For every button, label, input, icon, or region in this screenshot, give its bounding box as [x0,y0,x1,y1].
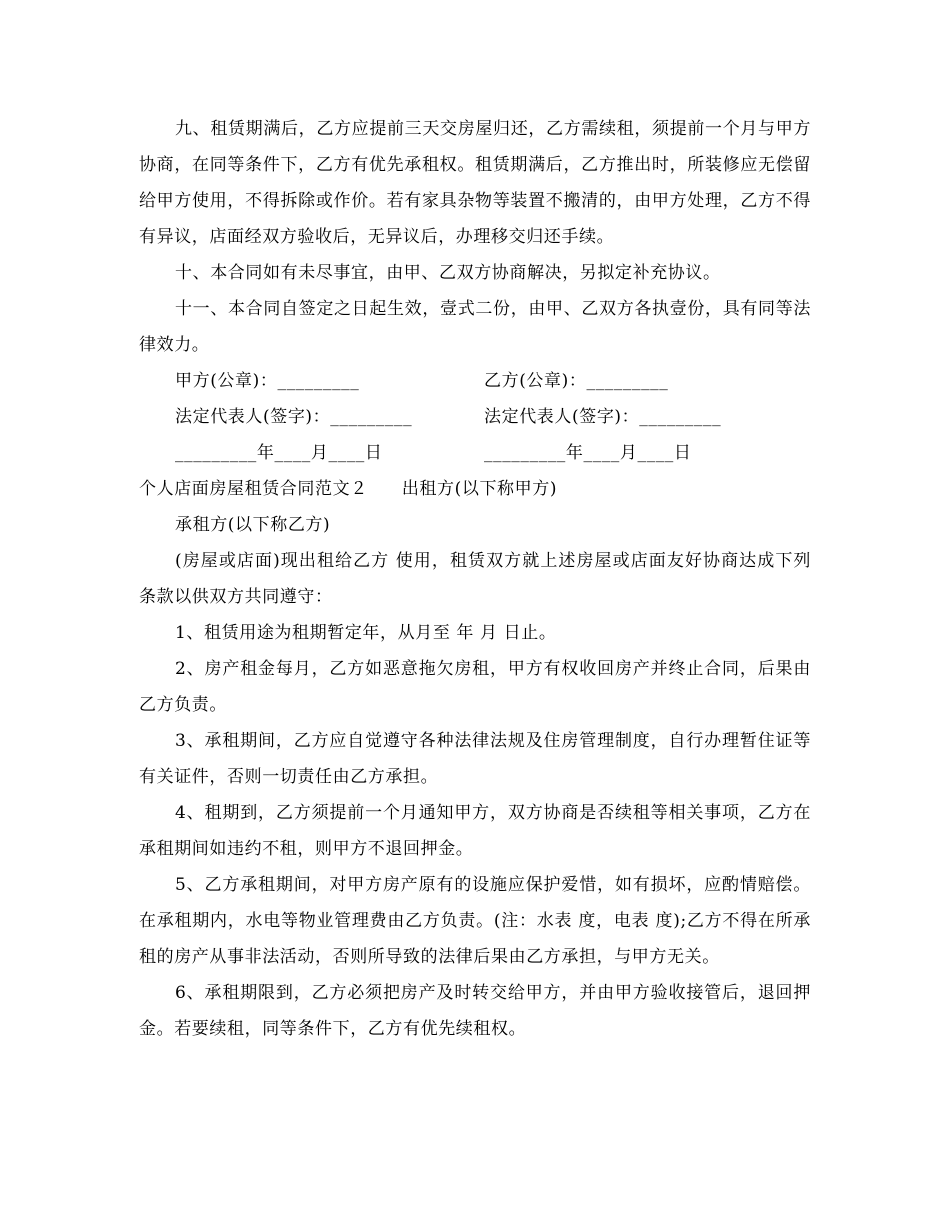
party-b-date: _________年____月____日 [484,443,692,463]
clause-11: 十一、本合同自签定之日起生效，壹式二份，由甲、乙双方各执壹份，具有同等法律效力。 [139,299,811,355]
second-contract-heading [139,471,811,507]
party-a-representative: 法定代表人(签字)：_________ [175,407,413,427]
contract-intro: (房屋或店面)现出租给乙方 使用，租赁双方就上述房屋或店面友好协商达成下列条款以供双方共同遵守： [139,551,811,607]
lessee-label: 承租方(以下称乙方) [175,515,331,535]
clause-9: 九、租赁期满后，乙方应提前三天交房屋归还，乙方需续租，须提前一个月与甲方协商，在同等条件下，乙方有优先承租权。租赁期满后，乙方推出时，所装修应无偿留给甲方使用，不得拆除或作价。若有家具杂物等装置不搬清的，由甲方处理，乙方不得有异议，店面经双方验收后，无异议后，办理移交归还手续。 [139,119,811,247]
clause-3: 3、承租期间，乙方应自觉遵守各种法律法规及住房管理制度，自行办理暂住证等有关证件，否则一切责任由乙方承担。 [139,731,811,787]
party-b-seal: 乙方(公章)：_________ [484,371,669,391]
clause-10: 十、本合同如有未尽事宜，由甲、乙双方协商解决，另拟定补充协议。 [175,263,721,283]
clause-1: 1、租赁用途为租期暂定年，从月至 年 月 日止。 [175,623,557,643]
document-page [139,111,811,1047]
clause-6: 6、承租期限到，乙方必须把房产及时转交给甲方，并由甲方验收接管后，退回押金。若要续租，同等条件下，乙方有优先续租权。 [139,983,811,1039]
signature-seal-row [139,363,811,399]
signature-date-row [139,435,811,471]
signature-rep-row [139,399,811,435]
party-b-representative: 法定代表人(签字)：_________ [484,407,722,427]
party-a-date: _________年____月____日 [175,443,383,463]
lessor-label: 出租方(以下称甲方) [401,479,558,499]
clause-2: 2、房产租金每月，乙方如恶意拖欠房租，甲方有权收回房产并终止合同，后果由乙方负责。 [139,659,811,715]
second-contract-title: 个人店面房屋租赁合同范文２ [139,479,368,499]
clause-5: 5、乙方承租期间，对甲方房产原有的设施应保护爱惜，如有损坏，应酌情赔偿。在承租期内，水电等物业管理费由乙方负责。(注：水表 度，电表 度);乙方不得在所承租的房产从事非法活动，否则所导致的法律后果由乙方承担，与甲方无关。 [139,875,811,967]
party-a-seal: 甲方(公章)：_________ [175,371,360,391]
clause-4: 4、租期到，乙方须提前一个月通知甲方，双方协商是否续租等相关事项，乙方在承租期间如违约不租，则甲方不退回押金。 [139,803,811,859]
